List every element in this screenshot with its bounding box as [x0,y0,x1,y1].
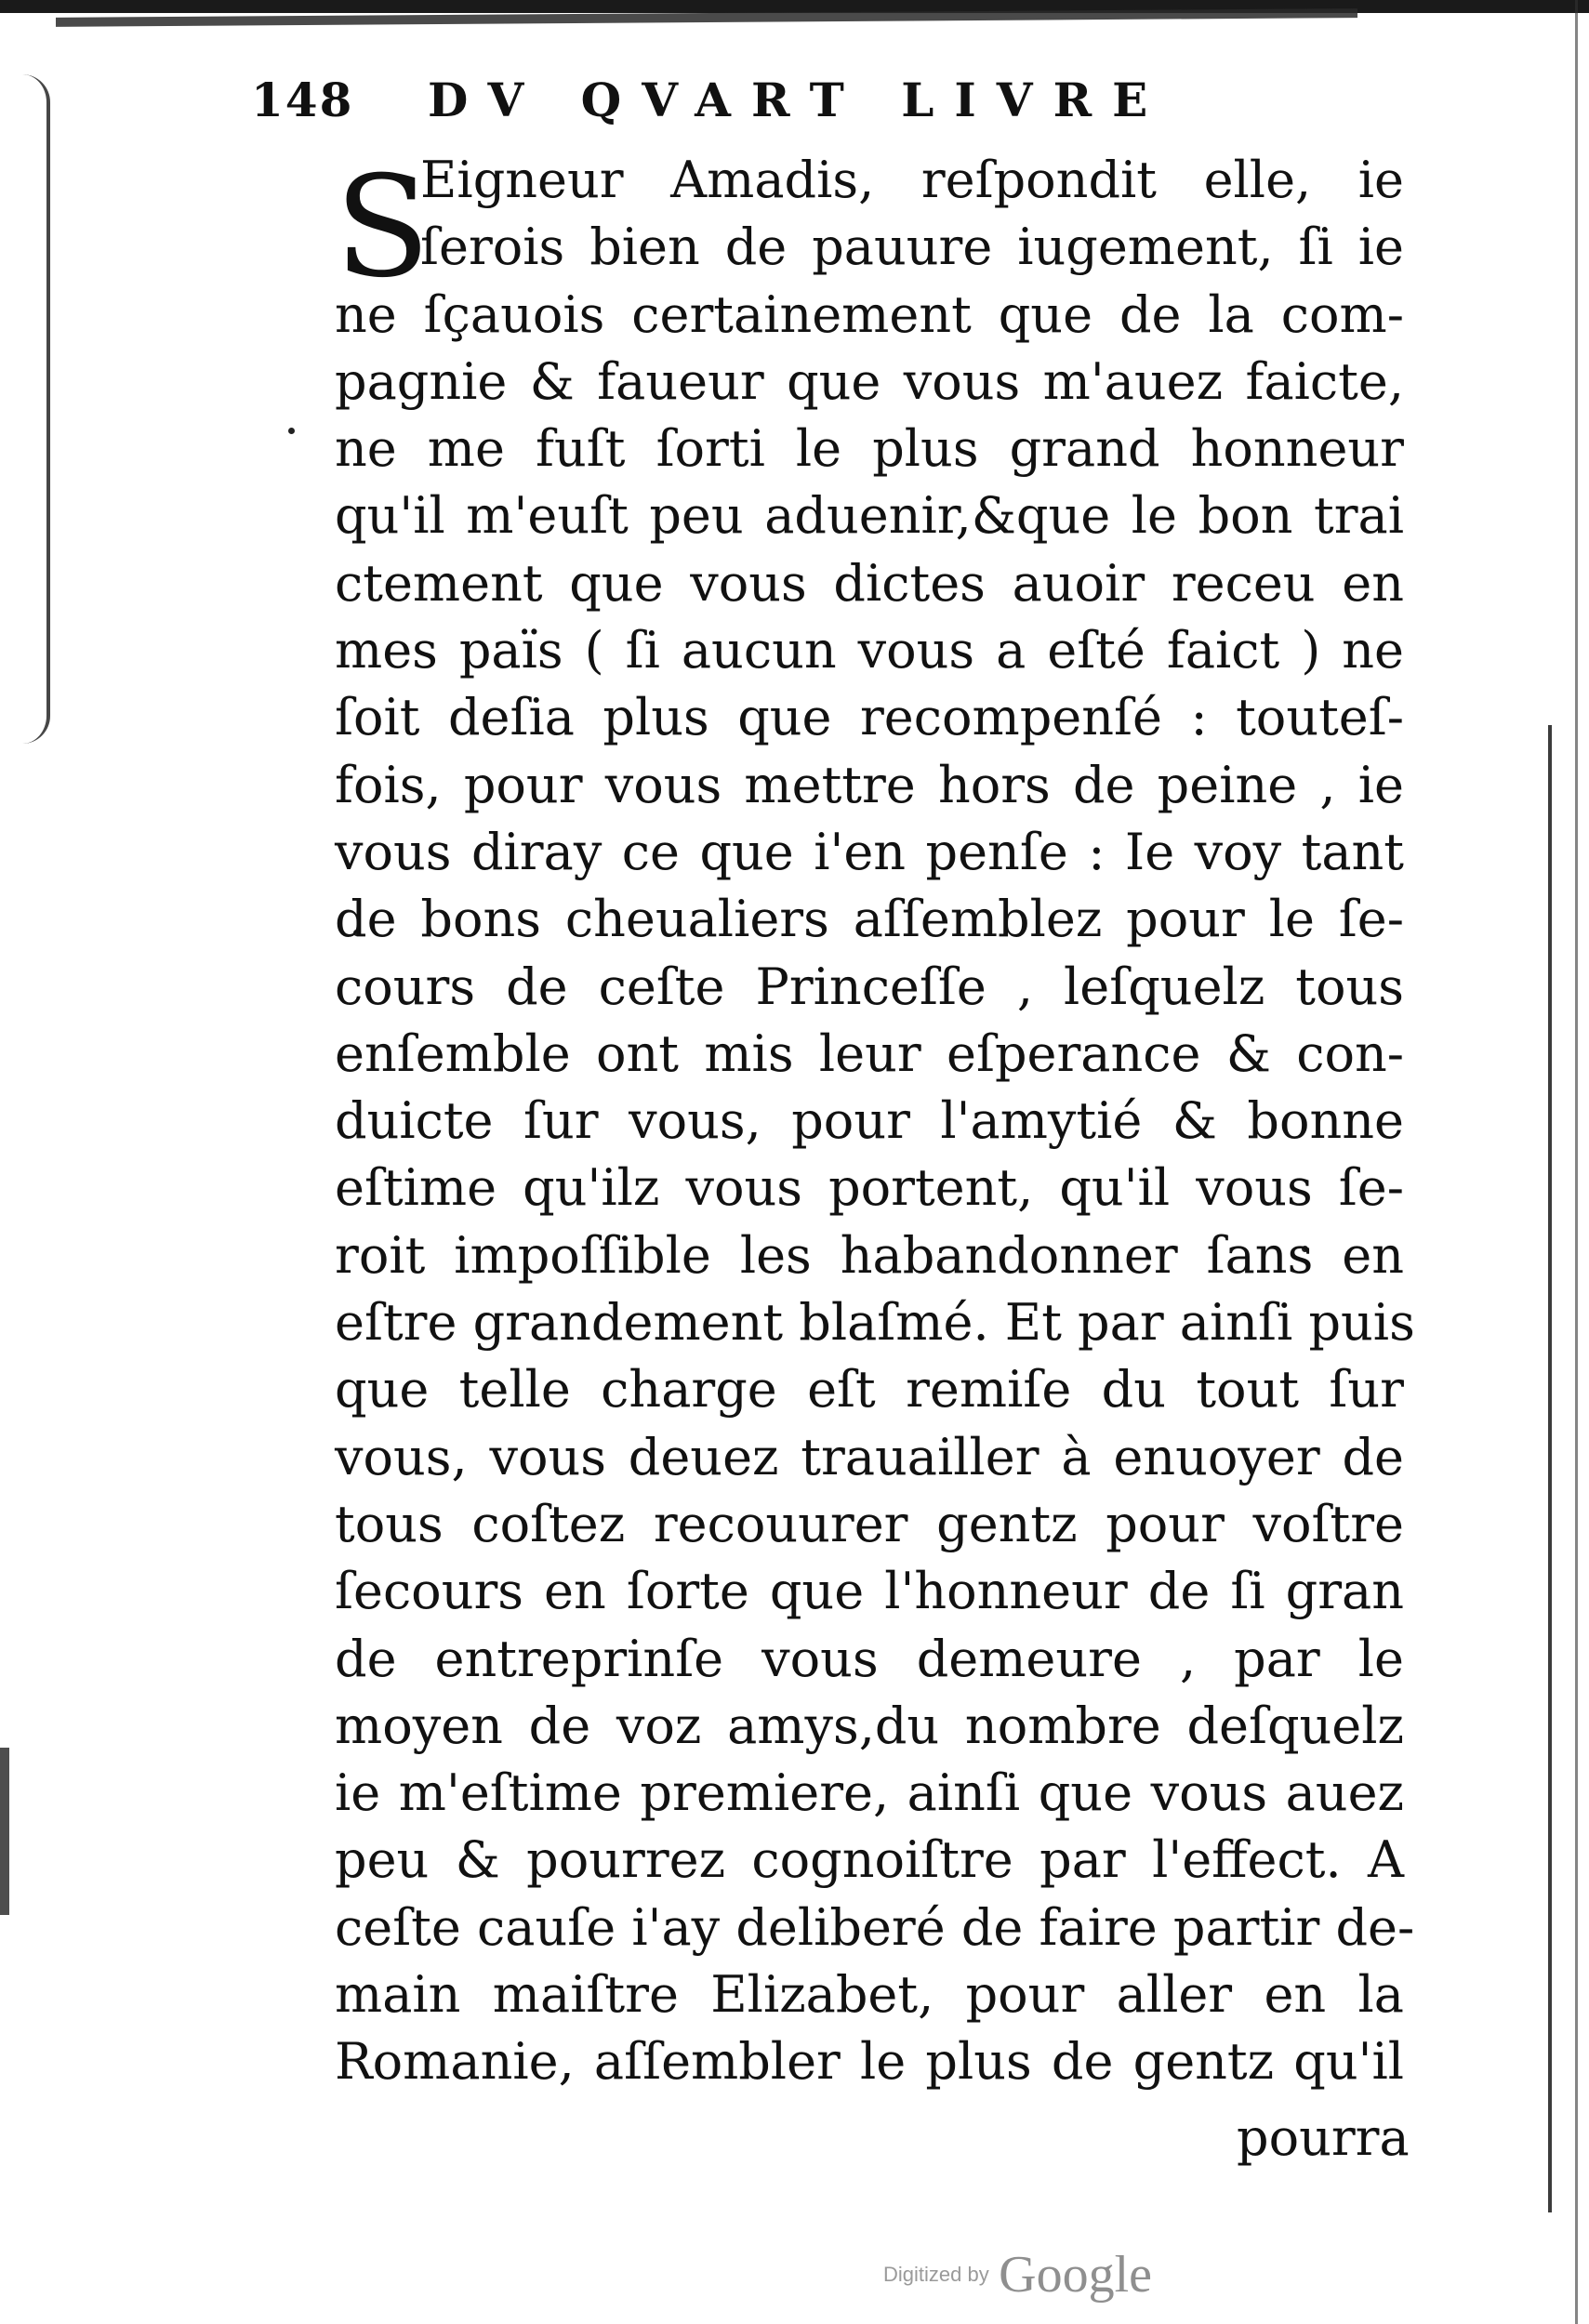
scan-top-edge [0,0,1589,32]
text-line: pagnie & faueur que vous m'auez faicte, [335,351,1404,411]
body-text [335,147,1415,2096]
google-logo: Google [999,2246,1153,2304]
ink-speck [288,428,295,434]
text-line: tous coſtez recouurer gentz pour voſtre [335,1494,1404,1553]
text-line: ſerois bien de pauure iugement, ſi ie [420,218,1404,277]
text-line: cours de ceſte Princeſſe , leſquelz tous [335,957,1404,1016]
scan-right-border [1575,0,1578,2324]
text-line: Eigneur Amadis, reſpondit elle, ie [420,151,1404,209]
text-line: ſoit deſia plus que recompenſé : touteſ- [335,688,1404,747]
text-line: de bons cheualiers aſſemblez pour le ſe- [335,890,1404,949]
text-line: ctement que vous dictes auoir receu en [335,553,1404,613]
digitized-by-watermark [883,2245,1152,2304]
text-line: mes païs ( ſi aucun vous a eſté faict ) ne [335,621,1404,680]
text-line: roit impoſſible les habandonner ſans en [335,1225,1404,1285]
text-line: fois, pour vous mettre hors de peine , ie [335,755,1404,814]
text-line: enſemble ont mis leur eſperance & con- [335,1023,1404,1083]
text-line: ſecours en ſorte que l'honneur de ſi gran [335,1562,1404,1621]
text-line: main maiſtre Elizabet, pour aller en la [335,1965,1404,2025]
text-line: vous, vous deuez trauailler à enuoyer de [335,1427,1404,1486]
drop-capital: S [335,147,430,309]
digitized-by-label: Digitized by [883,2263,989,2286]
text-line: eſtre grandement blaſmé. Et par ainſi puis [335,1293,1415,1353]
text-line: duicte ſur vous, pour l'amytié & bonne [335,1091,1404,1151]
text-line: de entreprinſe vous demeure , par le [335,1629,1404,1688]
page-number: 148 [251,73,354,127]
scan-right-edge [1548,725,1552,2212]
text-line: Romanie, aſſembler le plus de gentz qu'il [335,2032,1404,2092]
text-line: ne ſçauois certainement que de la com- [335,284,1404,344]
text-line: vous diray ce que i'en penſe : Ie voy tant [335,822,1404,881]
text-line: ceſte cauſe i'ay deliberé de faire partir de- [335,1897,1415,1957]
text-line: ne me fuſt ſorti le plus grand honneur [335,419,1404,479]
text-line: que telle charge eſt remiſe du tout ſur [335,1360,1404,1419]
text-line: moyen de voz amys,du nombre deſquelz [335,1696,1404,1755]
page-header [251,73,1255,138]
text-line: eſtime qu'ilz vous portent, qu'il vous ſe- [335,1158,1404,1218]
text-line: peu & pourrez cognoiſtre par l'effect. A [335,1830,1404,1890]
catchword: pourra [1237,2108,1410,2167]
text-line: ie m'eſtime premiere, ainſi que vous auez [335,1763,1404,1823]
scan-left-edge [0,74,50,744]
text-line: qu'il m'euſt peu aduenir,&que le bon trai [335,486,1404,546]
scan-left-mark [0,1748,9,1915]
running-title: DV QVART LIVRE [428,73,1169,127]
